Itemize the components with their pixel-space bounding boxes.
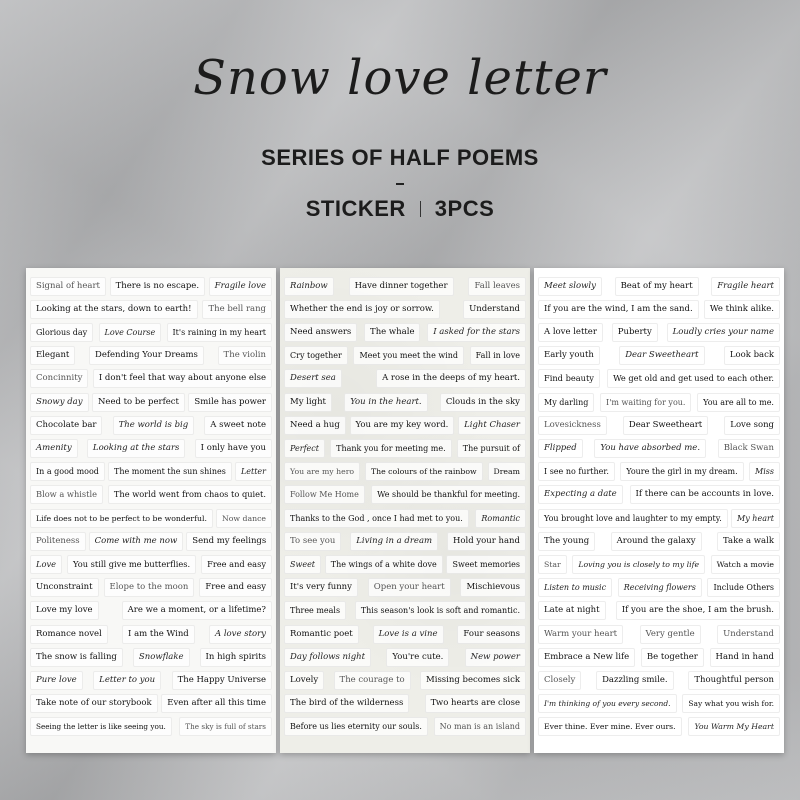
sticker-label: To see you (284, 532, 341, 551)
sticker-label: The bell rang (202, 300, 272, 319)
sticker-label: Take note of our storybook (30, 694, 158, 713)
sticker-label: Dream (488, 462, 526, 481)
sticker-row (538, 276, 780, 296)
sticker-label: Need answers (284, 323, 357, 342)
sticker-row (284, 392, 526, 412)
sticker-label: Snowflake (133, 648, 190, 667)
sticker-label: There is no escape. (110, 277, 205, 296)
sticker-label: Understand (717, 625, 780, 644)
sticker-label: Listen to music (538, 578, 612, 597)
sticker-row (284, 346, 526, 366)
sticker-row (30, 647, 272, 667)
sticker-label: Say what you wish for. (682, 694, 780, 713)
sticker-label: Fall leaves (468, 277, 526, 296)
sticker-label: I'm thinking of you every second. (538, 694, 677, 713)
sticker-row (538, 438, 780, 458)
sticker-label: A love story (209, 625, 272, 644)
sticker-label: Love song (724, 416, 780, 435)
sticker-label: The pursuit of (457, 439, 526, 458)
sticker-row (284, 670, 526, 690)
sticker-label: Include Others (707, 578, 780, 597)
sticker-label: Even after all this time (161, 694, 272, 713)
sticker-label: We get old and get used to each other. (607, 369, 780, 388)
sticker-label: Free and easy (199, 578, 272, 597)
divider-dash (396, 183, 404, 185)
sticker-label: The violin (218, 346, 272, 365)
sticker-label: New power (465, 648, 526, 667)
sticker-label: Very gentle (640, 625, 701, 644)
sticker-label: My heart (731, 509, 780, 528)
sticker-label: Closely (538, 671, 581, 690)
sticker-label: Follow Me Home (284, 485, 365, 504)
sticker-label: Thank you for meeting me. (330, 439, 451, 458)
sticker-sheet-3 (534, 268, 784, 753)
sticker-label: Desert sea (284, 369, 342, 388)
series-subtitle: SERIES OF HALF POEMS (261, 145, 539, 170)
sticker-label: Dear Sweetheart (619, 346, 704, 365)
sticker-row (30, 462, 272, 482)
sticker-row (284, 717, 526, 737)
sticker-label: Chocolate bar (30, 416, 102, 435)
sticker-row (284, 578, 526, 598)
sticker-row (284, 322, 526, 342)
sticker-label: Sweet memories (446, 555, 526, 574)
sticker-row (284, 554, 526, 574)
sticker-label: If there can be accounts in love. (630, 485, 781, 504)
sticker-label: Love my love (30, 601, 99, 620)
sticker-label: You are my hero (284, 462, 360, 481)
sticker-label: Meet you meet the wind (353, 346, 464, 365)
sticker-row (30, 670, 272, 690)
sticker-label: Mischievous (460, 578, 526, 597)
sticker-label: Miss (749, 462, 780, 481)
sticker-label: Seeing the letter is like seeing you. (30, 717, 172, 736)
sticker-label: Need to be perfect (92, 393, 185, 412)
sticker-row (30, 392, 272, 412)
sticker-label: The wings of a white dove (325, 555, 443, 574)
sticker-row (30, 299, 272, 319)
sticker-label: Smile has power (188, 393, 272, 412)
tagline-count: 3PCS (434, 196, 495, 221)
sticker-row (284, 694, 526, 714)
sticker-label: I asked for the stars (427, 323, 526, 342)
sticker-label: You Warm My Heart (688, 717, 780, 736)
sticker-label: Love (30, 555, 62, 574)
sticker-label: Flipped (538, 439, 583, 458)
sticker-label: A rose in the deeps of my heart. (376, 369, 526, 388)
sticker-label: You are all to me. (697, 393, 780, 412)
tagline (0, 196, 800, 222)
sticker-label: Lovesickness (538, 416, 607, 435)
sticker-row (30, 624, 272, 644)
sticker-label: Unconstraint (30, 578, 99, 597)
sticker-label: Romance novel (30, 625, 108, 644)
sticker-label: I see no further. (538, 462, 615, 481)
sticker-label: Embrace a New life (538, 648, 635, 667)
sticker-row (538, 369, 780, 389)
sticker-row (538, 299, 780, 319)
sticker-row (30, 717, 272, 737)
sticker-row (284, 462, 526, 482)
sticker-label: Fragile heart (711, 277, 780, 296)
sticker-sheet-2 (280, 268, 530, 753)
script-title: Snow love letter (193, 50, 607, 106)
sticker-label: It's raining in my heart (167, 323, 273, 342)
sticker-label: It's very funny (284, 578, 358, 597)
sticker-label: Be together (641, 648, 704, 667)
sticker-label: You still give me butterflies. (67, 555, 196, 574)
sticker-label: Two hearts are close (425, 694, 526, 713)
sticker-label: Letter (235, 462, 272, 481)
sticker-row (284, 647, 526, 667)
sticker-row (30, 276, 272, 296)
sticker-label: Lovely (284, 671, 324, 690)
sticker-label: Day follows night (284, 648, 371, 667)
sticker-row (284, 276, 526, 296)
sticker-label: Looking at the stars, down to earth! (30, 300, 198, 319)
sticker-row (538, 694, 780, 714)
sticker-row (30, 322, 272, 342)
tagline-separator (420, 201, 421, 217)
sticker-label: Elegant (30, 346, 75, 365)
sticker-row (538, 346, 780, 366)
sticker-label: I'm waiting for you. (600, 393, 691, 412)
sticker-label: Love Course (99, 323, 162, 342)
sticker-row (538, 624, 780, 644)
sticker-label: Romantic (475, 509, 526, 528)
sticker-label: Loving you is closely to my life (572, 555, 705, 574)
sticker-label: My darling (538, 393, 594, 412)
sticker-label: Elope to the moon (104, 578, 195, 597)
sticker-label: Understand (463, 300, 526, 319)
sticker-label: Receiving flowers (618, 578, 702, 597)
sticker-row (284, 485, 526, 505)
sticker-label: Late at night (538, 601, 606, 620)
sticker-label: Four seasons (457, 625, 526, 644)
sticker-row (538, 508, 780, 528)
sticker-row (30, 554, 272, 574)
sticker-label: Star (538, 555, 567, 574)
sticker-label: Before us lies eternity our souls. (284, 717, 428, 736)
sticker-label: You have absorbed me. (594, 439, 706, 458)
sticker-row (538, 554, 780, 574)
sticker-row (538, 647, 780, 667)
sticker-label: In a good mood (30, 462, 105, 481)
sticker-label: You're cute. (386, 648, 449, 667)
sticker-label: Snowy day (30, 393, 89, 412)
sticker-label: Need a hug (284, 416, 346, 435)
sticker-label: Politeness (30, 532, 86, 551)
sticker-label: Ever thine. Ever mine. Ever ours. (538, 717, 682, 736)
sticker-label: Whether the end is joy or sorrow. (284, 300, 440, 319)
sticker-label: We should be thankful for meeting. (371, 485, 526, 504)
sticker-label: If you are the shoe, I am the brush. (616, 601, 780, 620)
sticker-label: My light (284, 393, 332, 412)
sticker-label: Perfect (284, 439, 325, 458)
sticker-label: Hand in hand (710, 648, 780, 667)
sticker-row (284, 508, 526, 528)
sticker-label: Blow a whistle (30, 485, 103, 504)
sticker-label: In high spirits (200, 648, 272, 667)
sticker-label: The colours of the rainbow (365, 462, 483, 481)
sticker-label: Around the galaxy (611, 532, 702, 551)
sticker-row (284, 531, 526, 551)
sticker-label: Defending Your Dreams (89, 346, 204, 365)
sticker-label: Expecting a date (538, 485, 623, 504)
sticker-label: This season's look is soft and romantic. (355, 601, 526, 620)
sticker-row (538, 485, 780, 505)
sticker-label: Come with me now (89, 532, 184, 551)
sticker-label: The bird of the wilderness (284, 694, 409, 713)
sticker-label: Amenity (30, 439, 78, 458)
sticker-label: Early youth (538, 346, 600, 365)
sticker-row (538, 578, 780, 598)
sticker-label: Beat of my heart (615, 277, 699, 296)
sticker-row (30, 601, 272, 621)
sticker-label: I don't feel that way about anyone else (93, 369, 272, 388)
sticker-label: Look back (724, 346, 780, 365)
sticker-label: Letter to you (93, 671, 161, 690)
sticker-label: No man is an island (434, 717, 526, 736)
sticker-label: Love is a vine (373, 625, 444, 644)
sticker-label: The world is big (113, 416, 195, 435)
sticker-label: Dazzling smile. (596, 671, 674, 690)
sticker-label: The Happy Universe (172, 671, 272, 690)
sticker-sheet-1 (26, 268, 276, 753)
sticker-label: Open your heart (368, 578, 451, 597)
sticker-label: Loudly cries your name (667, 323, 780, 342)
sticker-label: Thanks to the God , once I had met to you. (284, 509, 469, 528)
sticker-row (30, 485, 272, 505)
sticker-row (30, 369, 272, 389)
sticker-label: Missing becomes sick (420, 671, 526, 690)
sticker-label: We think alike. (704, 300, 780, 319)
sticker-row (284, 601, 526, 621)
sticker-label: The moment the sun shines (108, 462, 232, 481)
sticker-label: Rainbow (284, 277, 334, 296)
sticker-label: The sky is full of stars (179, 717, 272, 736)
sticker-row (284, 369, 526, 389)
sticker-label: Now dance (216, 509, 272, 528)
sticker-row (538, 601, 780, 621)
sticker-row (284, 299, 526, 319)
sticker-label: Send my feelings (186, 532, 272, 551)
sticker-label: Glorious day (30, 323, 93, 342)
sticker-row (538, 531, 780, 551)
sticker-label: A love letter (538, 323, 603, 342)
sticker-label: The world went from chaos to quiet. (108, 485, 272, 504)
sticker-label: Puberty (612, 323, 658, 342)
sticker-label: You in the heart. (344, 393, 427, 412)
sticker-label: Black Swan (718, 439, 780, 458)
sticker-label: Living in a dream (350, 532, 438, 551)
sticker-row (538, 717, 780, 737)
sticker-row (30, 508, 272, 528)
sticker-label: I only have you (195, 439, 272, 458)
sticker-label: Romantic poet (284, 625, 359, 644)
sticker-row (538, 392, 780, 412)
sticker-label: You are my key word. (350, 416, 455, 435)
sticker-label: Free and easy (201, 555, 272, 574)
sticker-label: Youre the girl in my dream. (620, 462, 743, 481)
sticker-label: Take a walk (717, 532, 780, 551)
tagline-sticker: STICKER (305, 196, 406, 221)
sticker-label: The courage to (334, 671, 411, 690)
sticker-row (538, 670, 780, 690)
sticker-label: Fragile love (209, 277, 272, 296)
sticker-label: Looking at the stars (87, 439, 185, 458)
sticker-label: Warm your heart (538, 625, 623, 644)
sticker-row (30, 415, 272, 435)
sticker-label: Cry together (284, 346, 348, 365)
sticker-label: Dear Sweetheart (623, 416, 708, 435)
sticker-label: If you are the wind, I am the sand. (538, 300, 699, 319)
sticker-label: Pure love (30, 671, 83, 690)
sticker-label: The young (538, 532, 595, 551)
sticker-row (30, 531, 272, 551)
sticker-row (538, 322, 780, 342)
sticker-label: Three meals (284, 601, 346, 620)
sticker-label: Sweet (284, 555, 321, 574)
sticker-row (284, 624, 526, 644)
sticker-label: Are we a moment, or a lifetime? (122, 601, 272, 620)
sticker-label: Hold your hand (447, 532, 526, 551)
sticker-row (284, 415, 526, 435)
sticker-label: A sweet note (204, 416, 272, 435)
sticker-label: I am the Wind (122, 625, 195, 644)
sticker-label: The snow is falling (30, 648, 123, 667)
sticker-row (30, 346, 272, 366)
sticker-row (538, 462, 780, 482)
sticker-label: Fall in love (470, 346, 526, 365)
sticker-label: Clouds in the sky (440, 393, 526, 412)
sticker-row (284, 438, 526, 458)
sticker-label: Light Chaser (458, 416, 526, 435)
sticker-label: Find beauty (538, 369, 600, 388)
sticker-row (30, 694, 272, 714)
sticker-label: Signal of heart (30, 277, 106, 296)
sticker-row (30, 438, 272, 458)
sticker-label: Meet slowly (538, 277, 602, 296)
sticker-label: Thoughtful person (688, 671, 780, 690)
sticker-label: Concinnity (30, 369, 88, 388)
sticker-row (538, 415, 780, 435)
sticker-label: Life does not to be perfect to be wonderful. (30, 509, 213, 528)
sticker-row (30, 578, 272, 598)
sticker-label: Watch a movie (711, 555, 780, 574)
sticker-label: Have dinner together (349, 277, 454, 296)
sticker-label: You brought love and laughter to my empty. (538, 509, 728, 528)
sticker-label: The whale (364, 323, 420, 342)
